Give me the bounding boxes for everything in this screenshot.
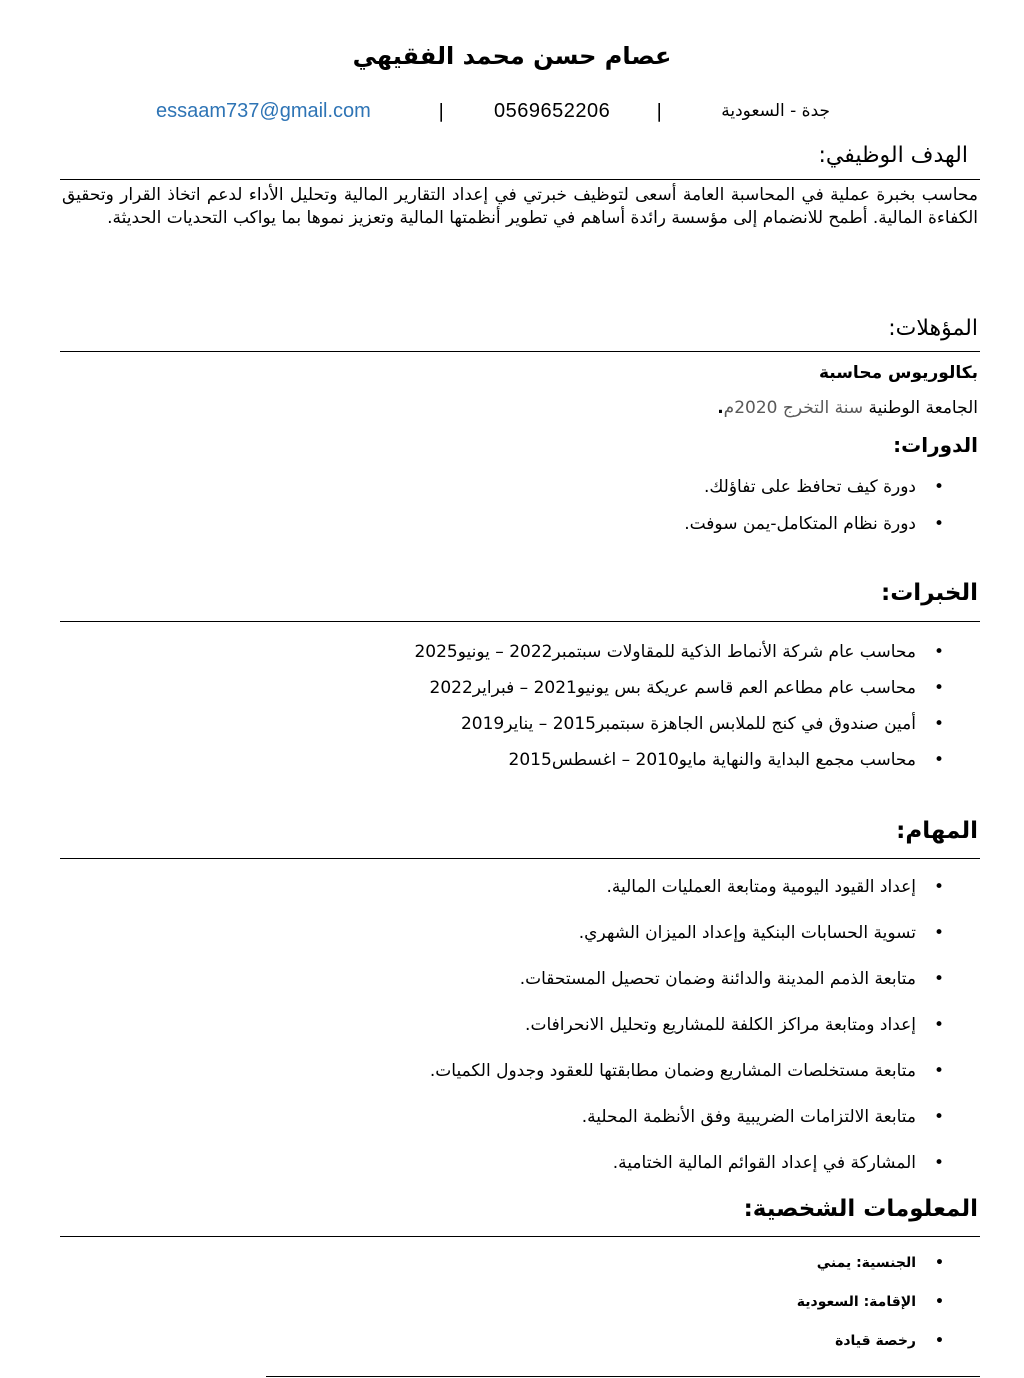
objective-heading: الهدف الوظيفي: [818,143,968,168]
list-item [430,1002,944,1048]
bullet-icon: • [933,1061,944,1081]
residence: الإقامة: السعودية [796,1294,916,1310]
university-name: الجامعة الوطنية [868,398,978,418]
bullet-icon: • [935,1333,944,1349]
contact-separator: | [656,100,663,122]
tasks-heading: المهام: [896,818,978,844]
experience-heading: الخبرات: [881,580,978,606]
bullet-icon: • [933,642,944,662]
section-divider [60,621,980,622]
bullet-icon: • [933,1015,944,1035]
list-item [430,1094,944,1140]
list-item [414,670,944,706]
bullet-icon: • [933,1153,944,1173]
task-text: المشاركة في إعداد القوائم المالية الختامية. [612,1153,916,1173]
section-divider [60,179,980,180]
bullet-icon: • [935,1255,944,1271]
bullet-icon: • [933,678,944,698]
personal-info-list [796,1244,944,1361]
bullet-icon: • [933,877,944,897]
qualifications-heading: المؤهلات: [888,316,978,341]
bullet-icon: • [933,969,944,989]
list-item [429,1048,944,1094]
nationality: الجنسية: يمني [816,1255,916,1271]
tasks-list [429,864,944,1186]
task-text: تسوية الحسابات البنكية وإعداد الميزان الشهري. [578,923,916,943]
experience-text: محاسب مجمع البداية والنهاية مايو2010 – اغسطس2015 [508,750,916,770]
task-text: متابعة الذمم المدينة والدائنة وضمان تحصيل المستحقات. [519,969,916,989]
list-item [797,1244,944,1283]
section-divider [60,351,980,352]
course-text: دورة كيف تحافظ على تفاؤلك. [703,477,916,497]
applicant-name: عصام حسن محمد الفقيهي [352,42,672,70]
experience-text: محاسب عام مطاعم العم قاسم عريكة بس يونيو2021 – فبراير2022 [429,678,916,698]
list-item [414,742,944,778]
email-link[interactable]: essaam737@gmail.com [156,100,371,122]
experience-text: محاسب عام شركة الأنماط الذكية للمقاولات سبتمبر2022 – يونيو2025 [414,642,916,662]
bullet-icon: • [933,1107,944,1127]
experience-text: أمين صندوق في كنج للملابس الجاهزة سبتمبر2015 – يناير2019 [460,714,916,734]
experience-list [414,634,944,778]
list-item [430,1140,944,1186]
list-item [797,1322,944,1361]
list-item [684,506,944,543]
graduation-year: سنة التخرج 2020م [723,398,864,418]
degree: بكالوريوس محاسبة [818,363,978,383]
objective-text: محاسب بخبرة عملية في المحاسبة العامة أسعى لتوظيف خبرتي في إعداد التقارير المالية وتحليل الأداء لدعم اتخاذ القرار وتحقيق الكفاءة المالية. أطمح للانضمام إلى مؤسسة رائدة أساهم في تطوير أنظمتها المالية وتعزيز نموها بما يواكب التحديات الحديثة. [62,185,978,228]
list-item [414,634,944,670]
bottom-divider [266,1376,980,1377]
bullet-icon: • [933,750,944,770]
period-mark: . [717,398,724,418]
personal-info-heading: المعلومات الشخصية: [743,1196,978,1222]
contact-separator: | [438,100,445,122]
task-text: إعداد القيود اليومية ومتابعة العمليات المالية. [606,877,916,897]
bullet-icon: • [933,714,944,734]
driving-license: رخصة قيادة [835,1333,916,1349]
list-item [796,1283,944,1322]
bullet-icon: • [935,1294,944,1310]
list-item [430,910,944,956]
phone-number: 0569652206 [494,100,611,122]
task-text: إعداد ومتابعة مراكز الكلفة للمشاريع وتحليل الانحرافات. [525,1015,916,1035]
list-item [430,956,944,1002]
list-item [414,706,944,742]
courses-heading: الدورات: [893,433,978,457]
list-item [684,469,944,506]
list-item [430,864,944,910]
section-divider [60,858,980,859]
location: جدة - السعودية [721,101,830,121]
task-text: متابعة مستخلصات المشاريع وضمان مطابقتها للعقود وجدول الكميات. [429,1061,916,1081]
bullet-icon: • [933,514,944,534]
courses-list [684,469,944,543]
course-text: دورة نظام المتكامل-يمن سوفت. [684,514,916,534]
university-line [717,398,978,418]
section-divider [60,1236,980,1237]
bullet-icon: • [933,923,944,943]
bullet-icon: • [933,477,944,497]
task-text: متابعة الالتزامات الضريبية وفق الأنظمة المحلية. [581,1107,916,1127]
